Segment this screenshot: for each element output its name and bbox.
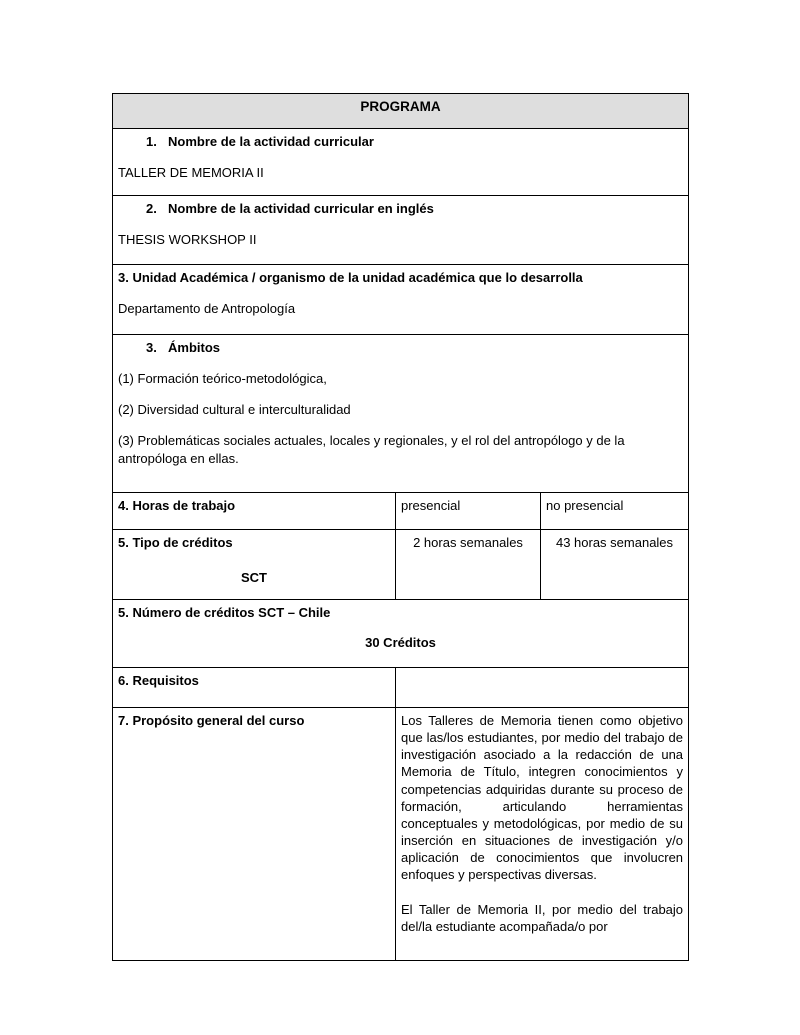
horas-presencial-value: 2 horas semanales [396,530,541,600]
row-horas-trabajo [113,493,689,530]
requisitos-value [396,668,689,708]
row-proposito [113,708,689,961]
ambito-item-2: (2) Diversidad cultural e interculturalidad [118,402,351,418]
proposito-body [401,712,683,948]
section-2-heading-text: Nombre de la actividad curricular en inglés [168,201,434,216]
ambitos-heading-text: Ámbitos [168,340,220,355]
row-ambitos [113,335,689,493]
unidad-academica-value: Departamento de Antropología [118,301,296,317]
horas-col-no-presencial: no presencial [541,493,689,530]
numero-creditos-heading: 5. Número de créditos SCT – Chile [118,605,331,620]
row-nombre [113,129,689,196]
ambitos-heading [118,339,683,356]
ambitos-number: 3. [146,340,157,355]
section-1-number: 1. [146,134,157,149]
row-numero-creditos [113,600,689,668]
program-table [112,93,689,961]
numero-creditos-value: 30 Créditos [365,635,436,651]
horas-no-presencial-value: 43 horas semanales [541,530,689,600]
tipo-creditos-label: 5. Tipo de créditos [118,535,233,550]
proposito-label: 7. Propósito general del curso [113,708,396,961]
row-requisitos [113,668,689,708]
row-tipo-creditos [113,530,689,600]
section-2-number: 2. [146,201,157,216]
tipo-creditos-sct: SCT [241,570,267,586]
requisitos-label: 6. Requisitos [113,668,396,708]
course-name-english: THESIS WORKSHOP II [118,232,257,248]
row-unidad-academica [113,265,689,335]
section-1-heading [118,133,683,150]
ambito-item-3: (3) Problemáticas sociales actuales, locales y regionales, y el rol del antropólogo y de la antropóloga en ellas. [118,433,625,466]
horas-col-presencial: presencial [396,493,541,530]
table-title: PROGRAMA [113,94,689,129]
proposito-paragraph-2: El Taller de Memoria II, por medio del trabajo del/la estudiante acompañada/o por [401,901,684,934]
horas-trabajo-label: 4. Horas de trabajo [113,493,396,530]
proposito-paragraph-1: Los Talleres de Memoria tienen como objetivo que las/los estudiantes, por medio del trabajo de investigación asociado a la redacción de una Memoria de Título, integren conocimientos y competencias adquiridas durante su proceso de formación, articulando herramientas conceptuales y metodológicas, por medio de su inserción en situaciones de investigación y/o aplicación de conocimientos que involucren enfoques y perspectivas diversas. [401,713,684,883]
course-name: TALLER DE MEMORIA II [118,165,264,181]
section-2-heading [118,200,683,217]
ambito-item-1: (1) Formación teórico-metodológica, [118,371,327,387]
section-1-heading-text: Nombre de la actividad curricular [168,134,374,149]
row-nombre-ingles [113,196,689,265]
header-row [113,94,689,129]
section-3-heading: 3. Unidad Académica / organismo de la unidad académica que lo desarrolla [118,270,583,285]
